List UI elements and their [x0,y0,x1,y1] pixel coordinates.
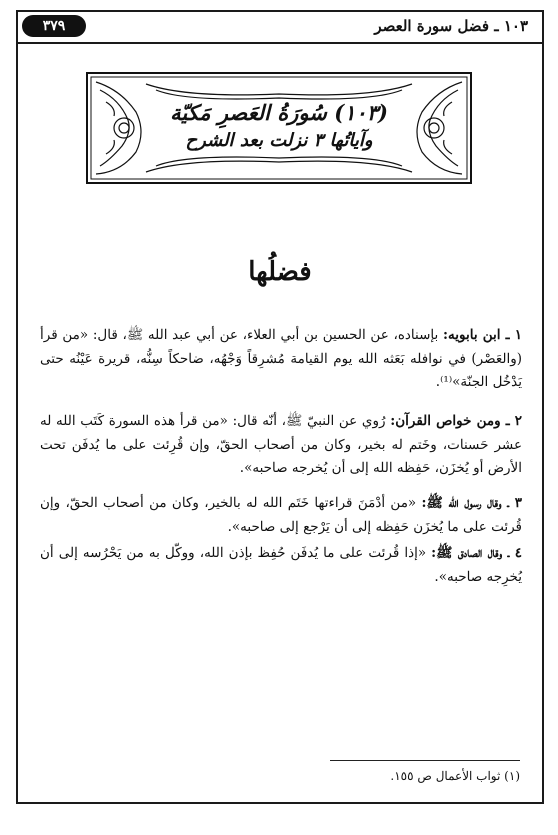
page-frame [16,10,544,804]
paragraph-lead: ١ ـ ابن بابويه: [443,327,523,343]
surah-title: (١٠٣) سُورَةُ العَصرِ مَكيّة [170,100,388,125]
footnote: (١) ثواب الأعمال ص ١٥٥. [390,769,520,783]
surah-title-panel [86,72,472,184]
paragraph-3 [40,492,522,539]
running-header [18,12,542,44]
surah-subtitle: وآياتُها ٣ نزلت بعد الشرح [185,130,373,151]
paragraph-1 [40,324,522,395]
header-title: ١٠٣ ـ فضل سورة العصر [374,17,528,35]
paragraph-lead: ٢ ـ ومن خواص القرآن: [390,413,522,429]
footnote-divider [330,760,520,761]
paragraph-2 [40,410,522,481]
section-heading: فضلُها [248,257,312,287]
paragraph-text: بإسناده، عن الحسين بن أبي العلاء، عن أبي عبد الله ﷺ، قال: «من قرأ (والعَصْر) في نوافله بَعَثه الله يوم القيامة مُشرِقاً وَجْهُه، ضاحكاً سِنُّه، قريرة عَيْنُه حتى يَدْخُل الجنّة»⁽¹⁾. [40,327,522,390]
paragraph-lead: ٣ ـ وقال رسول الله ﷺ: [421,495,522,511]
paragraph-lead: ٤ ـ وقال الصادق ﷺ: [431,545,522,561]
page-number: ٣٧٩ [22,15,86,37]
paragraph-text: «من أدْمَنَ قراءتها خَتَم الله له بالخير، وكان من أصحاب الحقّ، وإن قُرئت على ما يُخزَن حَفِظه إلى أن يَرْجع إلى صاحبه». [40,495,522,535]
ornamental-frame-icon [86,72,472,184]
paragraph-4 [40,542,522,589]
paragraph-text: رُوي عن النبيّ ﷺ، أنّه قال: «من قرأ هذه السورة كَتَب الله له عشر حَسنات، وخَتم له بخير، وكان من أصحاب الحقّ، وإن قُرِئت على ما يُدفَن تحت الأرض أو يُخزَن، حَفِظه الله إلى أن يُخرجه صاحبه». [40,413,522,476]
paragraph-text: «إذا قُرئت على ما يُدفَن حُفِظ بإذن الله، ووكّل به من يَحْرُسه إلى أن يُخرِجه صاحبه». [40,545,522,585]
